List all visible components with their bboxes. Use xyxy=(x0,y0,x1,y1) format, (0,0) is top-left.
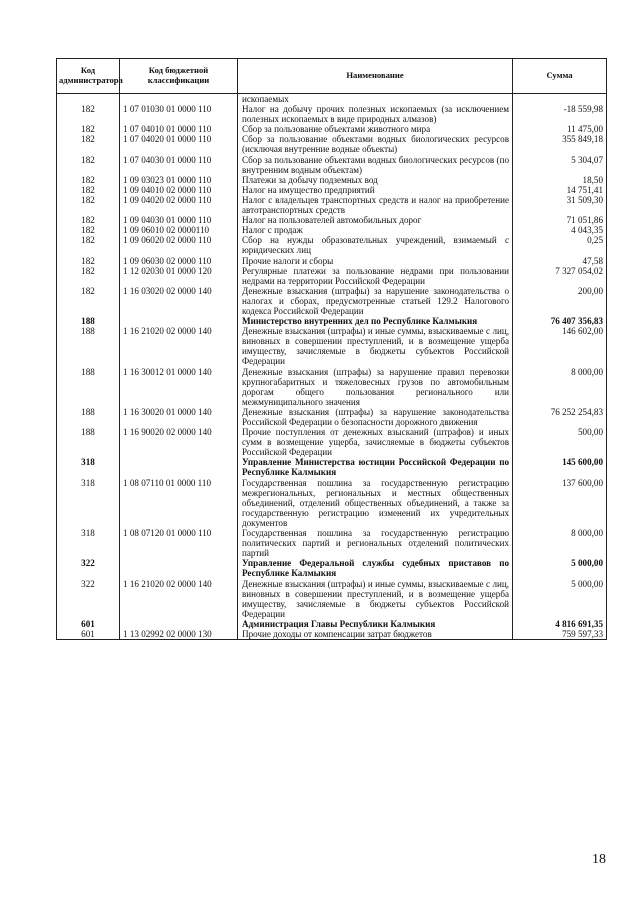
cell-budget-code: 1 16 21020 02 0000 140 xyxy=(120,579,238,619)
page-number: 18 xyxy=(592,852,606,867)
table-body xyxy=(57,94,607,640)
cell-sum: 500,00 xyxy=(513,427,607,457)
table-row xyxy=(57,94,607,105)
cell-admin-code: 318 xyxy=(57,528,120,558)
cell-budget-code: 1 08 07120 01 0000 110 xyxy=(120,528,238,558)
table-row xyxy=(57,175,607,185)
table-row xyxy=(57,427,607,457)
cell-sum: -18 559,98 xyxy=(513,104,607,124)
cell-admin-code: 322 xyxy=(57,558,120,578)
cell-budget-code: 1 08 07110 01 0000 110 xyxy=(120,478,238,528)
table-row xyxy=(57,104,607,124)
table-row xyxy=(57,225,607,235)
table-row xyxy=(57,134,607,154)
cell-name: ископаемых xyxy=(238,94,513,105)
table-row xyxy=(57,367,607,407)
cell-sum: 18,50 xyxy=(513,175,607,185)
cell-admin-code: 318 xyxy=(57,478,120,528)
cell-sum: 146 602,00 xyxy=(513,326,607,366)
cell-name: Прочие доходы от компенсации затрат бюджетов xyxy=(238,629,513,640)
cell-name: Администрация Главы Республики Калмыкия xyxy=(238,619,513,629)
cell-name: Сбор за пользование объектами водных биологических ресурсов (исключая внутренние водные объекты) xyxy=(238,134,513,154)
cell-budget-code: 1 13 02992 02 0000 130 xyxy=(120,629,238,640)
cell-sum: 200,00 xyxy=(513,286,607,316)
cell-budget-code: 1 09 04020 02 0000 110 xyxy=(120,195,238,215)
cell-sum: 31 509,30 xyxy=(513,195,607,215)
table-row xyxy=(57,185,607,195)
cell-budget-code: 1 16 30012 01 0000 140 xyxy=(120,367,238,407)
table-section-row xyxy=(57,316,607,326)
cell-budget-code: 1 09 04010 02 0000 110 xyxy=(120,185,238,195)
table-row xyxy=(57,286,607,316)
cell-admin-code: 182 xyxy=(57,185,120,195)
cell-budget-code: 1 16 03020 02 0000 140 xyxy=(120,286,238,316)
table-row xyxy=(57,407,607,427)
table-row xyxy=(57,155,607,175)
cell-sum: 355 849,18 xyxy=(513,134,607,154)
cell-budget-code: 1 07 01030 01 0000 110 xyxy=(120,104,238,124)
table-row xyxy=(57,195,607,215)
table-row xyxy=(57,256,607,266)
cell-name: Управление Министерства юстиции Российской Федерации по Республике Калмыкия xyxy=(238,457,513,477)
cell-admin-code: 182 xyxy=(57,256,120,266)
table-row xyxy=(57,629,607,640)
cell-admin-code: 182 xyxy=(57,266,120,286)
cell-admin-code: 322 xyxy=(57,579,120,619)
cell-admin-code: 188 xyxy=(57,316,120,326)
cell-budget-code: 1 09 06020 02 0000 110 xyxy=(120,235,238,255)
cell-name: Сбор на нужды образовательных учреждений, взимаемый с юридических лиц xyxy=(238,235,513,255)
cell-budget-code: 1 16 30020 01 0000 140 xyxy=(120,407,238,427)
cell-sum: 8 000,00 xyxy=(513,367,607,407)
cell-admin-code: 182 xyxy=(57,104,120,124)
cell-name: Прочие поступления от денежных взысканий (штрафов) и иных сумм в возмещение ущерба, зачисляемые в бюджеты субъектов Российской Федерации xyxy=(238,427,513,457)
cell-name: Управление Федеральной службы судебных приставов по Республике Калмыкия xyxy=(238,558,513,578)
cell-sum: 76 407 356,83 xyxy=(513,316,607,326)
cell-sum: 14 751,41 xyxy=(513,185,607,195)
cell-budget-code xyxy=(120,619,238,629)
cell-sum: 759 597,33 xyxy=(513,629,607,640)
cell-admin-code: 188 xyxy=(57,407,120,427)
cell-sum: 71 051,86 xyxy=(513,215,607,225)
cell-budget-code: 1 07 04010 01 0000 110 xyxy=(120,124,238,134)
table-row xyxy=(57,326,607,366)
cell-name: Государственная пошлина за государственную регистрацию межрегиональных, региональных и местных общественных объединений, отделений общественных объединений, а также за государственную регистрацию изменений их учредительных документов xyxy=(238,478,513,528)
cell-sum: 137 600,00 xyxy=(513,478,607,528)
cell-sum: 8 000,00 xyxy=(513,528,607,558)
cell-name: Денежные взыскания (штрафы) и иные суммы, взыскиваемые с лиц, виновных в совершении преступлений, и в возмещение ущерба имуществу, зачисляемые в бюджеты субъектов Российской Федерации xyxy=(238,326,513,366)
cell-name: Регулярные платежи за пользование недрами при пользовании недрами на территории Российской Федерации xyxy=(238,266,513,286)
cell-sum: 4 816 691,35 xyxy=(513,619,607,629)
cell-budget-code: 1 16 21020 02 0000 140 xyxy=(120,326,238,366)
cell-budget-code: 1 12 02030 01 0000 120 xyxy=(120,266,238,286)
cell-admin-code: 182 xyxy=(57,124,120,134)
cell-name: Денежные взыскания (штрафы) за нарушение законодательства о налогах и сборах, предусмотренные статьей 129.2 Налогового кодекса Российской Федерации xyxy=(238,286,513,316)
table-row xyxy=(57,528,607,558)
table-row xyxy=(57,478,607,528)
cell-sum: 0,25 xyxy=(513,235,607,255)
table-row xyxy=(57,235,607,255)
cell-admin-code: 601 xyxy=(57,629,120,640)
cell-budget-code: 1 09 04030 01 0000 110 xyxy=(120,215,238,225)
cell-sum: 5 304,07 xyxy=(513,155,607,175)
cell-name: Сбор за пользование объектами водных биологических ресурсов (по внутренним водным объектам) xyxy=(238,155,513,175)
cell-name: Сбор за пользование объектами животного мира xyxy=(238,124,513,134)
cell-budget-code: 1 07 04020 01 0000 110 xyxy=(120,134,238,154)
table-header-row xyxy=(57,59,607,94)
cell-name: Министерство внутренних дел по Республике Калмыкия xyxy=(238,316,513,326)
cell-name: Денежные взыскания (штрафы) и иные суммы, взыскиваемые с лиц, виновных в совершении преступлений, и в возмещение ущерба имуществу, зачисляемые в бюджеты субъектов Российской Федерации xyxy=(238,579,513,619)
table-section-row xyxy=(57,619,607,629)
cell-sum: 5 000,00 xyxy=(513,579,607,619)
table-row xyxy=(57,124,607,134)
cell-name: Государственная пошлина за государственную регистрацию политических партий и региональных отделений политических партий xyxy=(238,528,513,558)
cell-budget-code: 1 09 06010 02 0000110 xyxy=(120,225,238,235)
table-row xyxy=(57,266,607,286)
cell-admin-code: 188 xyxy=(57,427,120,457)
cell-admin-code: 182 xyxy=(57,286,120,316)
cell-budget-code xyxy=(120,558,238,578)
cell-admin-code: 182 xyxy=(57,215,120,225)
cell-name: Денежные взыскания (штрафы) за нарушение правил перевозки крупногабаритных и тяжеловесных грузов по автомобильным дорогам общего пользования регионального или межмуниципального значения xyxy=(238,367,513,407)
cell-admin-code: 188 xyxy=(57,326,120,366)
cell-sum xyxy=(513,94,607,105)
cell-sum: 5 000,00 xyxy=(513,558,607,578)
cell-budget-code: 1 09 06030 02 0000 110 xyxy=(120,256,238,266)
cell-admin-code: 318 xyxy=(57,457,120,477)
cell-budget-code: 1 09 03023 01 0000 110 xyxy=(120,175,238,185)
revenue-table xyxy=(56,58,607,640)
cell-sum: 47,58 xyxy=(513,256,607,266)
cell-sum: 7 327 054,02 xyxy=(513,266,607,286)
cell-budget-code xyxy=(120,94,238,105)
cell-name: Налог на пользователей автомобильных дорог xyxy=(238,215,513,225)
header-sum: Сумма xyxy=(513,59,607,94)
cell-budget-code xyxy=(120,316,238,326)
cell-admin-code: 188 xyxy=(57,367,120,407)
cell-admin-code: 601 xyxy=(57,619,120,629)
cell-name: Налог с продаж xyxy=(238,225,513,235)
header-budget-code: Код бюджетной классификации xyxy=(120,59,238,94)
cell-name: Денежные взыскания (штрафы) за нарушение законодательства Российской Федерации о безопасности дорожного движения xyxy=(238,407,513,427)
cell-sum: 4 043,35 xyxy=(513,225,607,235)
cell-name: Налог с владельцев транспортных средств и налог на приобретение автотранспортных средств xyxy=(238,195,513,215)
header-admin-code: Код администратора xyxy=(57,59,120,94)
header-name: Наименование xyxy=(238,59,513,94)
cell-name: Налог на имущество предприятий xyxy=(238,185,513,195)
table-row xyxy=(57,215,607,225)
cell-admin-code: 182 xyxy=(57,195,120,215)
cell-name: Прочие налоги и сборы xyxy=(238,256,513,266)
table-section-row xyxy=(57,457,607,477)
cell-name: Налог на добычу прочих полезных ископаемых (за исключением полезных ископаемых в виде природных алмазов) xyxy=(238,104,513,124)
cell-budget-code xyxy=(120,457,238,477)
cell-admin-code: 182 xyxy=(57,225,120,235)
cell-budget-code: 1 16 90020 02 0000 140 xyxy=(120,427,238,457)
table-row xyxy=(57,579,607,619)
cell-sum: 76 252 254,83 xyxy=(513,407,607,427)
cell-admin-code: 182 xyxy=(57,155,120,175)
cell-admin-code: 182 xyxy=(57,134,120,154)
cell-sum: 11 475,00 xyxy=(513,124,607,134)
cell-sum: 145 600,00 xyxy=(513,457,607,477)
cell-admin-code xyxy=(57,94,120,105)
cell-budget-code: 1 07 04030 01 0000 110 xyxy=(120,155,238,175)
cell-admin-code: 182 xyxy=(57,235,120,255)
table-section-row xyxy=(57,558,607,578)
cell-admin-code: 182 xyxy=(57,175,120,185)
cell-name: Платежи за добычу подземных вод xyxy=(238,175,513,185)
